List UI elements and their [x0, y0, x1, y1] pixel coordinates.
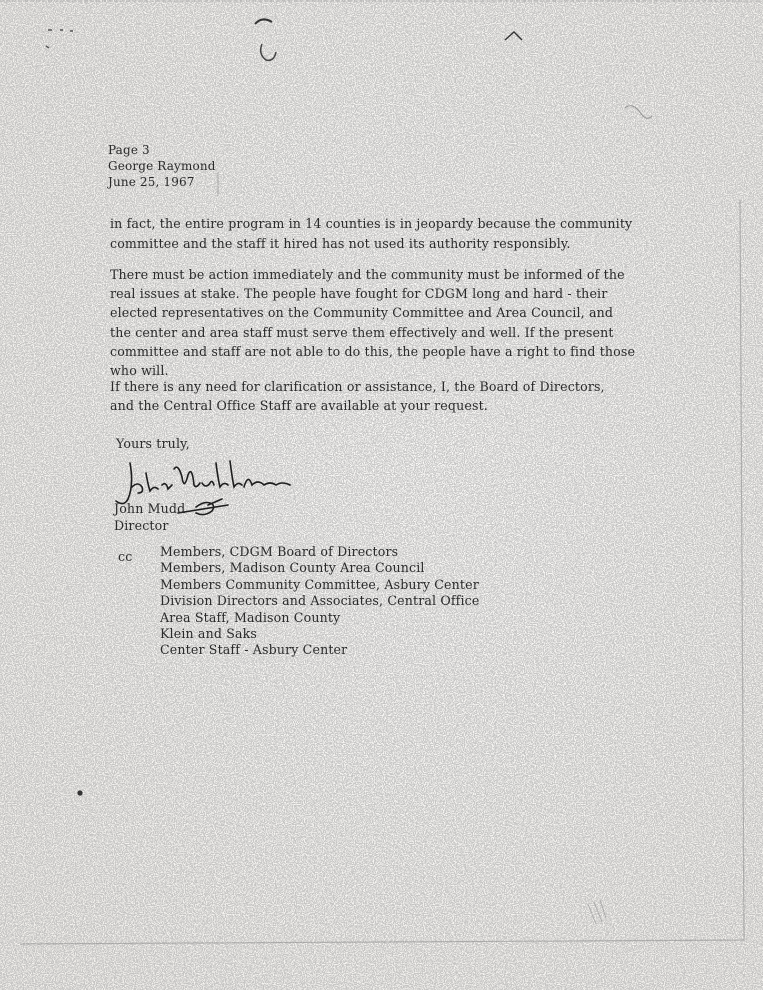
text-line: who will. — [110, 363, 169, 379]
list-item: Members, CDGM Board of Directors — [160, 544, 399, 559]
letter-date: June 25, 1967 — [108, 175, 195, 189]
signer-title: Director — [114, 518, 169, 533]
recipient-name: George Raymond — [108, 159, 216, 173]
paragraph-2 — [110, 265, 635, 380]
list-item: Members Community Committee, Asbury Center — [160, 576, 479, 592]
list-item: Klein and Saks — [160, 626, 258, 642]
paragraph-1 — [110, 214, 632, 254]
text-line: in fact, the entire program in 14 counties is in jeopardy because the community — [110, 216, 633, 231]
text-line: There must be action immediately and the community must be informed of the — [110, 267, 625, 282]
text-line: elected representatives on the Community Committee and Area Council, and — [110, 305, 614, 321]
page-number: Page 3 — [108, 143, 150, 157]
cc-label: cc — [118, 549, 133, 564]
list-item: Division Directors and Associates, Central Office — [160, 593, 480, 609]
text-line: committee and the staff it hired has not used its authority responsibly. — [110, 236, 571, 251]
closing: Yours truly, — [116, 436, 190, 451]
signer-name: John Mudd — [114, 501, 186, 516]
cc-recipient-list — [160, 544, 479, 659]
text-line: the center and area staff must serve them effectively and well. If the present — [110, 324, 614, 340]
text-line: If there is any need for clarification or assistance, I, the Board of Directors, — [110, 379, 605, 394]
list-item: Center Staff - Asbury Center — [160, 642, 348, 658]
list-item: Members, Madison County Area Council — [160, 560, 425, 576]
list-item: Area Staff, Madison County — [160, 609, 341, 625]
text-line: and the Central Office Staff are available at your request. — [110, 398, 488, 413]
letter-header — [108, 142, 216, 190]
paragraph-3 — [110, 377, 605, 415]
text-line: committee and staff are not able to do this, the people have a right to find those — [110, 343, 636, 359]
text-line: real issues at stake. The people have fought for CDGM long and hard - their — [110, 286, 608, 302]
